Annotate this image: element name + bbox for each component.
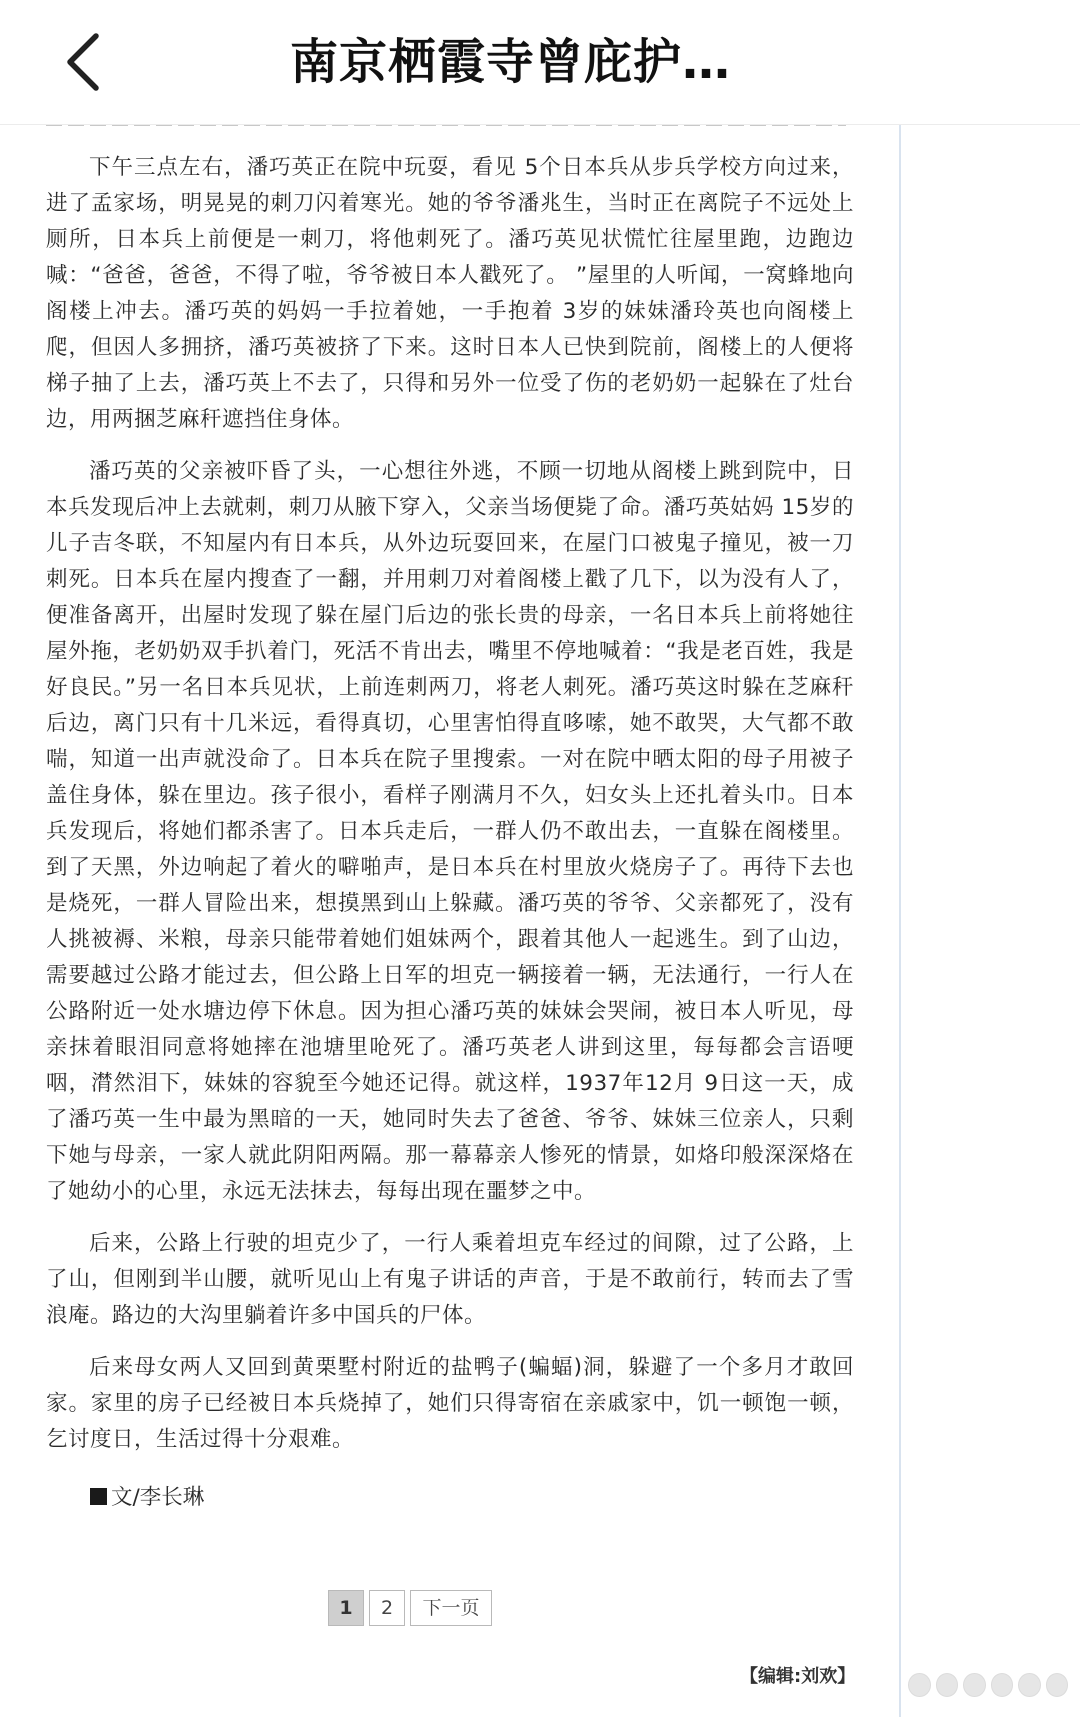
author-line [90, 1482, 204, 1514]
article-body [46, 150, 854, 1474]
next-page-button[interactable]: 下一页 [410, 1590, 492, 1626]
article-paragraph: 潘巧英的父亲被吓昏了头，一心想往外逃，不顾一切地从阁楼上跳到院中，日本兵发现后冲上去就刺，刺刀从腋下穿入，父亲当场便毙了命。潘巧英姑妈 15岁的儿子吉冬联，不知屋内有日本兵，从外边玩耍回来，在屋门口被鬼子撞见，被一刀刺死。日本兵在屋内搜查了一翻，并用刺刀对着阁楼上戳了几下，以为没有人了，便准备离开，出屋时发现了躲在屋门后边的张长贵的母亲，一名日本兵上前将她往屋外拖，老奶奶双手扒着门，死活不肯出去，嘴里不停地喊着：“我是老百姓，我是好良民。”另一名日本兵见状，上前连刺两刀，将老人刺死。潘巧英这时躲在芝麻秆后边，离门只有十几米远，看得真切，心里害怕得直哆嗦，她不敢哭，大气都不敢喘，知道一出声就没命了。日本兵在院子里搜索。一对在院中晒太阳的母子用被子盖住身体，躲在里边。孩子很小，看样子刚满月不久，妇女头上还扎着头巾。日本兵发现后，将她们都杀害了。日本兵走后，一群人仍不敢出去，一直躲在阁楼里。到了天黑，外边响起了着火的噼啪声，是日本兵在村里放火烧房子了。再待下去也是烧死，一群人冒险出来，想摸黑到山上躲藏。潘巧英的爷爷、父亲都死了，没有人挑被褥、米粮，母亲只能带着她们姐妹两个，跟着其他人一起逃生。到了山边，需要越过公路才能过去，但公路上日军的坦克一辆接着一辆，无法通行，一行人在公路附近一处水塘边停下休息。因为担心潘巧英的妹妹会哭闹，被日本人听见，母亲抹着眼泪同意将她摔在池塘里呛死了。潘巧英老人讲到这里，每每都会言语哽咽，潸然泪下，妹妹的容貌至今她还记得。就这样，1937年12月 9日这一天，成了潘巧英一生中最为黑暗的一天，她同时失去了爸爸、爷爷、妹妹三位亲人，只剩下她与母亲，一家人就此阴阳两隔。那一幕幕亲人惨死的情景，如烙印般深深烙在了她幼小的心里，永远无法抹去，每每出现在噩梦之中。 [46, 459, 854, 1204]
article-paragraph: 后来，公路上行驶的坦克少了，一行人乘着坦克车经过的间隙，过了公路，上了山，但刚到半山腰，就听见山上有鬼子讲话的声音，于是不敢前行，转而去了雪浪庵。路边的大沟里躺着许多中国兵的尸体。 [46, 1231, 854, 1328]
editor-credit: 【编辑:刘欢】 [740, 1666, 856, 1687]
chevron-left-icon [56, 30, 120, 94]
square-bullet-icon [90, 1488, 107, 1505]
page-1-button[interactable]: 1 [328, 1590, 364, 1626]
article-paragraph: 后来母女两人又回到黄栗墅村附近的盐鸭子(蝙蝠)洞，躲避了一个多月才敢回家。家里的房子已经被日本兵烧掉了，她们只得寄宿在亲戚家中，饥一顿饱一顿，乞讨度日，生活过得十分艰难。 [46, 1355, 854, 1452]
author-name: 文/李长琳 [111, 1485, 205, 1510]
top-bar [0, 0, 1080, 124]
pagination [328, 1590, 492, 1626]
column-divider [899, 124, 901, 1717]
page-title: 南京栖霞寺曾庇护… [290, 34, 732, 90]
page-2-button[interactable]: 2 [369, 1590, 405, 1626]
article-paragraph: 下午三点左右，潘巧英正在院中玩耍，看见 5个日本兵从步兵学校方向过来，进了孟家场，明晃晃的刺刀闪着寒光。她的爷爷潘兆生，当时正在离院子不远处上厕所，日本兵上前便是一刺刀，将他刺死了。潘巧英见状慌忙往屋里跑，边跑边喊：“爸爸，爸爸，不得了啦，爷爷被日本人戳死了。 ”屋里的人听闻，一窝蜂地向阁楼上冲去。潘巧英的妈妈一手拉着她，一手抱着 3岁的妹妹潘玲英也向阁楼上爬，但因人多拥挤，潘巧英被挤了下来。这时日本人已快到院前，阁楼上的人便将梯子抽了上去，潘巧英上不去了，只得和另外一位受了伤的老奶奶一起躲在了灶台边，用两捆芝麻秆遮挡住身体。 [46, 155, 854, 432]
watermark-icon [908, 1665, 1068, 1705]
back-button[interactable] [56, 30, 120, 94]
